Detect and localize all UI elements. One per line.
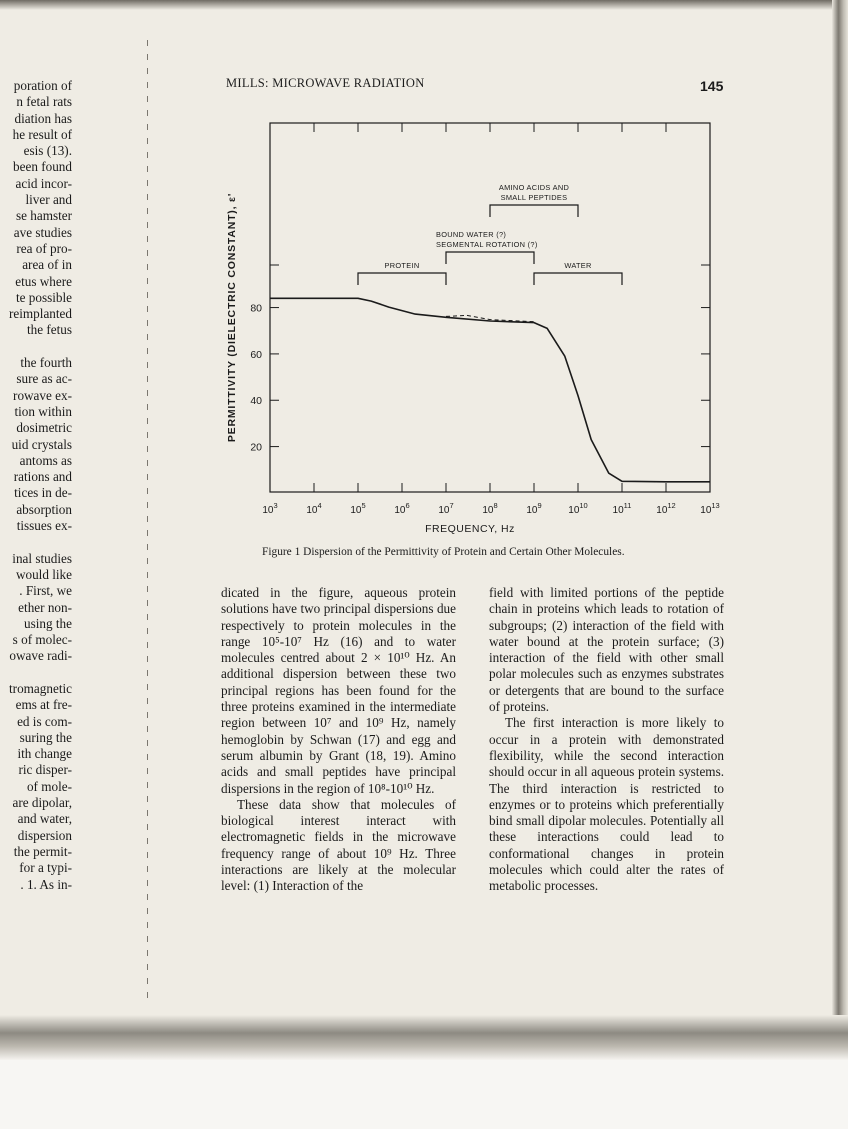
left-page-fragment-column	[0, 78, 72, 893]
x-tick-base: 10	[394, 505, 406, 516]
permittivity-curve	[270, 298, 710, 482]
y-tick-label: 20	[250, 441, 262, 454]
left-fragment-line: tices in de-	[14, 485, 72, 501]
paragraph: The first interaction is more likely to occur in a protein with demonstrated flexibility, while the second interaction should occur in all aqueous protein systems. The third interaction is restricted to enzymes or to proteins which preferentially bind small dipolar molecules. Potentially all these interactions could lead to conformational changes in protein molecules which could alter the rates of metabolic processes.	[489, 715, 724, 894]
x-tick-label	[700, 501, 719, 516]
left-fragment-line: the fetus	[26, 322, 72, 338]
left-fragment-line: . First, we	[19, 583, 72, 599]
x-tick-label	[613, 501, 632, 516]
left-fragment-line: sure as ac-	[16, 371, 72, 387]
x-tick-base: 10	[306, 505, 318, 516]
running-head: MILLS: MICROWAVE RADIATION	[226, 76, 425, 90]
left-fragment-line: tion within	[14, 403, 72, 419]
x-tick-base: 10	[262, 505, 274, 516]
x-tick-base: 10	[700, 505, 712, 516]
permittivity-dispersion-chart	[220, 115, 720, 540]
left-fragment-line: tissues ex-	[16, 518, 72, 534]
annotation-bracket	[490, 205, 578, 217]
left-fragment-line: for a typi-	[19, 860, 72, 876]
paragraph: These data show that molecules of biological interest interact with electromagnetic fields in the microwave frequency range of about 10⁹ Hz. Three interactions are likely at the molecular level: (1) Interaction of the	[221, 796, 456, 894]
left-fragment-line	[0, 534, 72, 550]
left-fragment-line: of mole-	[26, 778, 72, 794]
left-fragment-line: se hamster	[15, 208, 72, 224]
left-fragment-line: dosimetric	[16, 420, 72, 436]
left-fragment-line: reimplanted	[9, 306, 72, 322]
left-fragment-line: tromagnetic	[9, 680, 72, 696]
x-tick-exponent: 4	[317, 501, 322, 510]
scan-bottom-margin	[0, 1060, 848, 1129]
left-fragment-line: ric disper-	[18, 762, 72, 778]
annotation-bracket	[358, 273, 446, 285]
x-tick-exponent: 7	[449, 501, 454, 510]
left-fragment-line: n fetal rats	[16, 94, 72, 110]
x-tick-label	[394, 501, 409, 516]
left-fragment-line: esis (13).	[23, 143, 72, 159]
x-tick-exponent: 12	[667, 501, 676, 510]
annotation-label: SMALL PEPTIDES	[500, 193, 568, 202]
left-fragment-line: the fourth	[20, 355, 72, 371]
left-fragment-line: ems at fre-	[15, 697, 72, 713]
left-fragment-line: area of in	[22, 257, 72, 273]
left-fragment-line: diation has	[14, 110, 72, 126]
left-fragment-line: absorption	[16, 501, 72, 517]
paragraph: field with limited portions of the peptide chain in proteins which leads to rotation of subgroups; (2) interaction of the field with water bound at the protein surface; (3) interaction of the field with other small polar molecules such as enzymes substrates or detergents that are bound to the surface of proteins.	[489, 585, 724, 715]
left-fragment-line: he result of	[12, 126, 72, 142]
left-fragment-line: te possible	[15, 289, 72, 305]
x-tick-label	[306, 501, 321, 516]
left-fragment-line: using the	[24, 615, 72, 631]
x-tick-base: 10	[438, 505, 450, 516]
left-fragment-line: poration of	[13, 78, 72, 93]
x-tick-base: 10	[482, 505, 494, 516]
x-tick-label	[438, 501, 453, 516]
x-tick-label	[568, 501, 587, 516]
scan-bottom-shadow	[0, 1015, 848, 1060]
x-tick-base: 10	[656, 505, 668, 516]
left-fragment-line: ed is com-	[17, 713, 72, 729]
page-gutter	[147, 40, 148, 1000]
annotation-bracket	[534, 273, 622, 285]
left-fragment-line: dispersion	[17, 827, 72, 843]
y-axis-label: PERMITTIVITY (DIELECTRIC CONSTANT), ε'	[226, 192, 238, 443]
annotation-label: AMINO ACIDS AND	[498, 183, 570, 192]
annotation-label: PROTEIN	[384, 261, 420, 270]
left-fragment-line: etus where	[15, 273, 72, 289]
x-tick-exponent: 13	[711, 501, 720, 510]
x-tick-label	[262, 501, 277, 516]
x-tick-exponent: 9	[537, 501, 542, 510]
left-fragment-line: rations and	[13, 469, 72, 485]
x-tick-exponent: 11	[623, 501, 632, 510]
x-tick-exponent: 6	[405, 501, 410, 510]
left-fragment-line: s of molec-	[12, 632, 72, 648]
scan-right-edge	[832, 0, 848, 1060]
left-fragment-line	[0, 339, 72, 355]
figure-caption: Figure 1 Dispersion of the Permittivity of Protein and Certain Other Molecules.	[262, 546, 625, 558]
left-fragment-line: would like	[15, 566, 72, 582]
body-column-left	[221, 585, 456, 895]
x-tick-exponent: 10	[579, 501, 588, 510]
x-tick-exponent: 5	[361, 501, 366, 510]
x-tick-base: 10	[526, 505, 538, 516]
page-number: 145	[700, 78, 724, 94]
y-tick-label: 80	[250, 302, 262, 315]
left-fragment-line: uid crystals	[11, 436, 72, 452]
left-fragment-line: ether non-	[18, 599, 72, 615]
left-fragment-line: are dipolar,	[12, 795, 72, 811]
y-tick-label: 40	[250, 395, 262, 408]
annotation-label: BOUND WATER (?)	[436, 230, 507, 239]
annotation-label: SEGMENTAL ROTATION (?)	[436, 240, 538, 249]
x-tick-label	[350, 501, 365, 516]
x-tick-base: 10	[612, 505, 624, 516]
annotation-label: WATER	[564, 261, 592, 270]
paragraph: dicated in the figure, aqueous protein solutions have two principal dispersions due respectively to protein molecules in the range 10⁵-10⁷ Hz (16) and to water molecules centred about 2 × 10¹⁰ Hz. An additional dispersion between these two principal regions has been found for the three proteins examined in the intermediate region between 10⁷ and 10⁹ Hz, namely hemoglobin by Schwan (17) and egg and serum albumin by Grant (18, 19). Amino acids and small peptides have principal dispersions in the region of 10⁸-10¹⁰ Hz.	[221, 585, 456, 796]
scan-top-edge	[0, 0, 848, 10]
x-tick-exponent: 3	[273, 501, 278, 510]
y-tick-label: 60	[250, 348, 262, 361]
annotation-bracket	[446, 252, 534, 264]
left-fragment-line: suring the	[19, 729, 72, 745]
x-tick-exponent: 8	[493, 501, 498, 510]
left-fragment-line: antoms as	[19, 452, 72, 468]
x-tick-label	[482, 501, 497, 516]
left-fragment-line: ith change	[17, 746, 72, 762]
left-fragment-line: owave radi-	[9, 648, 72, 664]
left-fragment-line: acid incor-	[15, 175, 72, 191]
x-tick-base: 10	[350, 505, 362, 516]
left-fragment-line: rowave ex-	[13, 387, 72, 403]
left-fragment-line: liver and	[25, 192, 72, 208]
left-fragment-line: . 1. As in-	[20, 876, 72, 892]
x-tick-base: 10	[568, 505, 580, 516]
x-axis-label: FREQUENCY, Hz	[425, 523, 515, 535]
left-fragment-line: the permit-	[13, 843, 72, 859]
left-fragment-line: inal studies	[12, 550, 72, 566]
left-fragment-line: been found	[13, 159, 72, 175]
left-fragment-line: ave studies	[13, 224, 72, 240]
left-fragment-line	[0, 665, 72, 681]
left-fragment-line: and water,	[17, 811, 72, 827]
left-fragment-line: rea of pro-	[16, 240, 72, 256]
plot-frame	[270, 123, 710, 492]
x-tick-label	[526, 501, 541, 516]
x-tick-label	[656, 501, 675, 516]
body-column-right	[489, 585, 724, 895]
